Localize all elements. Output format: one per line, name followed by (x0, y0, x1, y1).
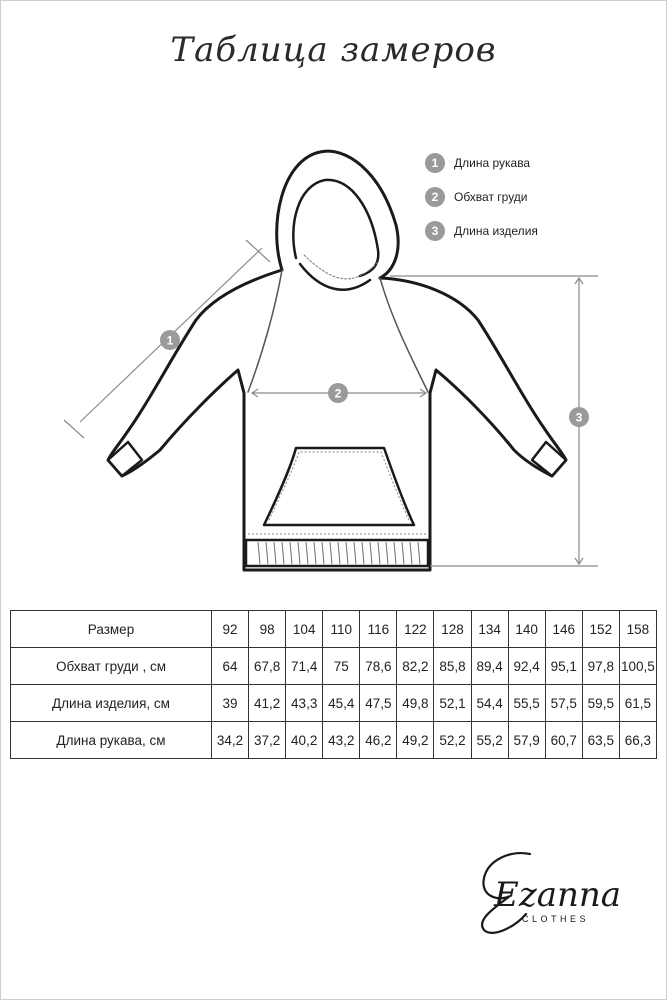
brand-logo (470, 848, 640, 938)
size-table (10, 610, 657, 759)
table-cell: 34,2 (212, 722, 249, 759)
table-cell: 71,4 (286, 648, 323, 685)
brand-subtitle: CLOTHES (522, 914, 590, 924)
table-cell: 55,5 (508, 685, 545, 722)
legend-label: Длина изделия (454, 224, 538, 238)
row-label: Обхват груди , см (11, 648, 212, 685)
table-cell: 52,2 (434, 722, 471, 759)
size-cell: 110 (323, 611, 360, 648)
table-cell: 45,4 (323, 685, 360, 722)
table-row (11, 648, 657, 685)
size-cell: 140 (508, 611, 545, 648)
size-cell: 134 (471, 611, 508, 648)
table-cell: 57,5 (545, 685, 582, 722)
size-cell: 158 (619, 611, 656, 648)
table-cell: 49,2 (397, 722, 434, 759)
size-cell: 116 (360, 611, 397, 648)
table-cell: 40,2 (286, 722, 323, 759)
table-cell: 55,2 (471, 722, 508, 759)
table-cell: 52,1 (434, 685, 471, 722)
page-title: Таблица замеров (170, 30, 497, 70)
table-cell: 75 (323, 648, 360, 685)
table-cell: 57,9 (508, 722, 545, 759)
legend-item-chest (425, 186, 528, 208)
table-row (11, 685, 657, 722)
table-cell: 59,5 (582, 685, 619, 722)
size-cell: 104 (286, 611, 323, 648)
table-cell: 67,8 (249, 648, 286, 685)
size-cell: 122 (397, 611, 434, 648)
table-cell: 54,4 (471, 685, 508, 722)
table-cell: 37,2 (249, 722, 286, 759)
table-cell: 97,8 (582, 648, 619, 685)
right-cuff (532, 442, 566, 476)
table-cell: 82,2 (397, 648, 434, 685)
legend-number: 3 (425, 221, 445, 241)
legend-label: Длина рукава (454, 156, 531, 170)
legend-item-sleeve (425, 152, 530, 174)
legend-number: 1 (425, 153, 445, 173)
legend-item-length (425, 220, 538, 242)
sleeve-marker-label: 1 (166, 333, 174, 348)
size-cell: 92 (212, 611, 249, 648)
size-cell: 128 (434, 611, 471, 648)
table-cell: 95,1 (545, 648, 582, 685)
table-cell: 39 (212, 685, 249, 722)
table-cell: 61,5 (619, 685, 656, 722)
length-marker-label: 3 (575, 410, 583, 425)
row-label: Длина изделия, см (11, 685, 212, 722)
table-cell: 100,5 (619, 648, 656, 685)
table-cell: 43,3 (286, 685, 323, 722)
table-cell: 43,2 (323, 722, 360, 759)
table-cell: 66,3 (619, 722, 656, 759)
table-cell: 89,4 (471, 648, 508, 685)
header-label: Размер (11, 611, 212, 648)
hoodie-diagram (0, 130, 667, 590)
table-cell: 49,8 (397, 685, 434, 722)
hem-rib (246, 540, 428, 566)
legend-number: 2 (425, 187, 445, 207)
table-cell: 46,2 (360, 722, 397, 759)
table-cell: 85,8 (434, 648, 471, 685)
length-measure-line (390, 276, 598, 566)
left-cuff (108, 442, 142, 476)
table-cell: 60,7 (545, 722, 582, 759)
table-cell: 41,2 (249, 685, 286, 722)
kangaroo-pocket (264, 448, 414, 525)
row-label: Длина рукава, см (11, 722, 212, 759)
brand-name: Ezanna (494, 875, 622, 915)
table-cell: 63,5 (582, 722, 619, 759)
table-cell: 64 (212, 648, 249, 685)
chest-marker-label: 2 (334, 386, 342, 401)
legend-label: Обхват груди (454, 190, 528, 204)
table-row (11, 722, 657, 759)
table-cell: 47,5 (360, 685, 397, 722)
size-cell: 98 (249, 611, 286, 648)
table-cell: 78,6 (360, 648, 397, 685)
size-cell: 152 (582, 611, 619, 648)
size-cell: 146 (545, 611, 582, 648)
table-header-row (11, 611, 657, 648)
table-cell: 92,4 (508, 648, 545, 685)
